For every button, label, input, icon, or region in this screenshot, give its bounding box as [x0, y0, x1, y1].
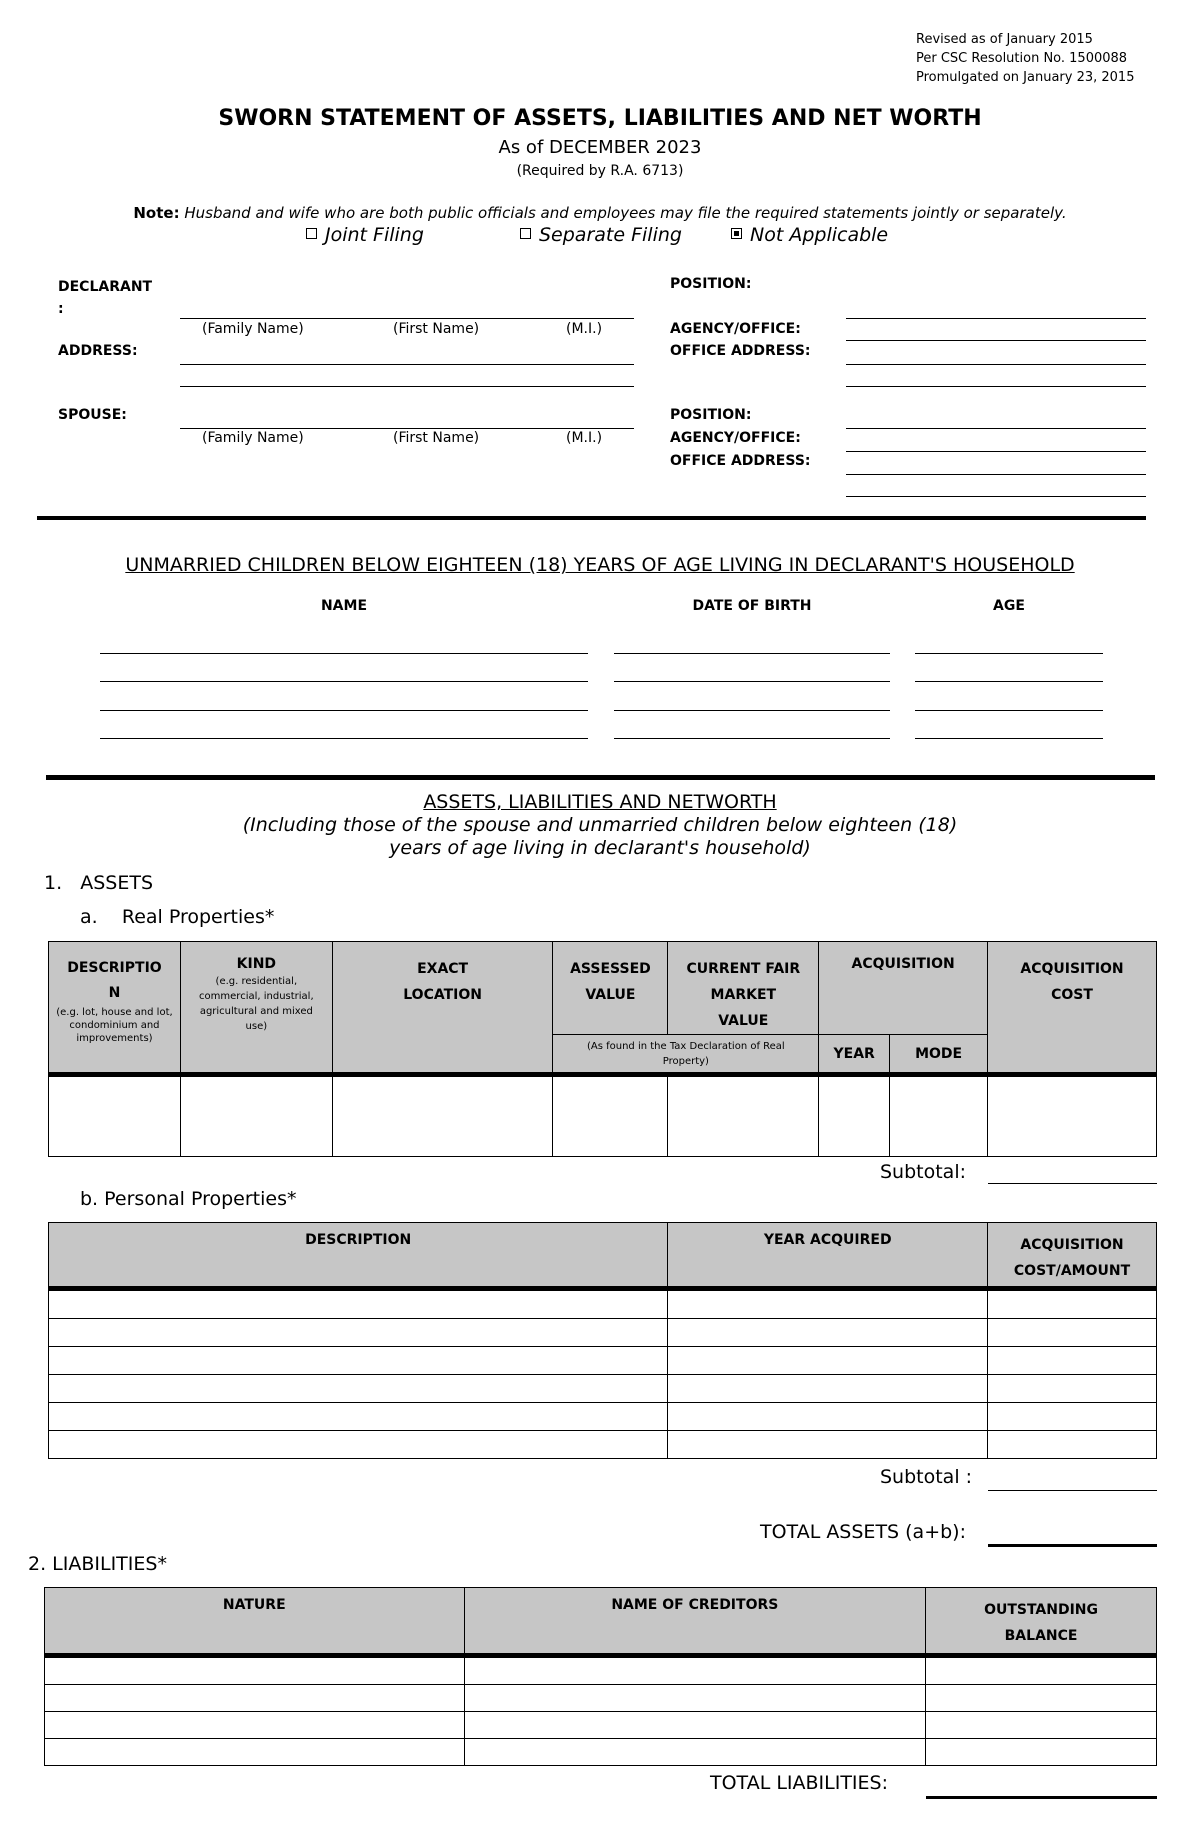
- office-address-label: OFFICE ADDRESS:: [670, 343, 811, 359]
- table-cell[interactable]: [668, 1347, 988, 1375]
- table-cell[interactable]: [988, 1319, 1157, 1347]
- required-by: (Required by R.A. 6713): [516, 163, 684, 179]
- table-row: [49, 1431, 1157, 1459]
- section-divider: [46, 775, 1155, 780]
- table-cell[interactable]: [926, 1712, 1157, 1739]
- table-cell[interactable]: [890, 1077, 988, 1157]
- col-exact-location: EXACT LOCATION: [332, 942, 553, 1073]
- table-cell[interactable]: [819, 1077, 890, 1157]
- children-heading: UNMARRIED CHILDREN BELOW EIGHTEEN (18) YEARS OF AGE LIVING IN DECLARANT'S HOUSEHOLD: [125, 554, 1075, 576]
- col-kind: KIND (e.g. residential, commercial, industrial, agricultural and mixed use): [180, 942, 332, 1073]
- table-cell[interactable]: [553, 1077, 668, 1157]
- child-name-line[interactable]: [100, 738, 588, 739]
- table-row: [45, 1685, 1157, 1712]
- children-col-dob: DATE OF BIRTH: [692, 598, 812, 614]
- children-col-name: NAME: [320, 598, 368, 614]
- spouse-position-label: POSITION:: [670, 407, 752, 423]
- table-cell[interactable]: [926, 1658, 1157, 1685]
- revised-date: Revised as of January 2015: [916, 32, 1093, 47]
- note-label: Note:: [133, 204, 180, 222]
- table-cell[interactable]: [926, 1739, 1157, 1766]
- agency-label: AGENCY/OFFICE:: [670, 321, 801, 337]
- col-year: YEAR: [819, 1035, 890, 1073]
- table-row: [45, 1712, 1157, 1739]
- personal-properties-heading: b. Personal Properties*: [80, 1188, 297, 1210]
- child-age-line[interactable]: [915, 738, 1103, 739]
- office-address-line-2[interactable]: [846, 386, 1146, 387]
- table-cell[interactable]: [668, 1319, 988, 1347]
- child-name-line[interactable]: [100, 681, 588, 682]
- filing-option-joint[interactable]: Joint Filing: [306, 224, 424, 246]
- spouse-family-name-caption: (Family Name): [202, 430, 304, 446]
- personal-subtotal-label: Subtotal :: [880, 1466, 973, 1488]
- col-year-acquired: YEAR ACQUIRED: [668, 1223, 988, 1287]
- liabilities-table: [44, 1587, 1157, 1766]
- col-outstanding-balance: OUTSTANDING BALANCE: [926, 1588, 1157, 1654]
- child-age-line[interactable]: [915, 681, 1103, 682]
- child-dob-line[interactable]: [614, 681, 890, 682]
- filing-option-not-applicable[interactable]: Not Applicable: [731, 224, 888, 246]
- spouse-agency-label: AGENCY/OFFICE:: [670, 430, 801, 446]
- children-col-age: AGE: [993, 598, 1025, 614]
- csc-resolution: Per CSC Resolution No. 1500088: [916, 51, 1128, 66]
- col-personal-acq-cost: ACQUISITION COST/AMOUNT: [988, 1223, 1157, 1287]
- table-cell[interactable]: [668, 1291, 988, 1319]
- child-age-line[interactable]: [915, 710, 1103, 711]
- assets-heading: 1. ASSETS: [44, 872, 154, 894]
- position-label: POSITION:: [670, 276, 752, 292]
- col-name-of-creditors: NAME OF CREDITORS: [464, 1588, 926, 1654]
- table-cell[interactable]: [49, 1291, 668, 1319]
- personal-subtotal-line[interactable]: [988, 1490, 1157, 1491]
- note: [0, 204, 1200, 222]
- spouse-office-address-label: OFFICE ADDRESS:: [670, 453, 811, 469]
- table-cell[interactable]: [332, 1077, 553, 1157]
- table-cell[interactable]: [45, 1685, 465, 1712]
- position-line[interactable]: [846, 318, 1146, 319]
- revision-info: [916, 30, 1134, 87]
- liabilities-heading: 2. LIABILITIES*: [28, 1553, 167, 1575]
- table-cell[interactable]: [668, 1431, 988, 1459]
- alnw-subheading-2: years of age living in declarant's household): [389, 837, 811, 859]
- table-cell[interactable]: [180, 1077, 332, 1157]
- child-dob-line[interactable]: [614, 653, 890, 654]
- table-row: [45, 1658, 1157, 1685]
- table-cell[interactable]: [45, 1739, 465, 1766]
- table-cell[interactable]: [926, 1685, 1157, 1712]
- table-cell[interactable]: [668, 1403, 988, 1431]
- declarant-name-line[interactable]: [180, 318, 634, 319]
- total-assets-line[interactable]: [988, 1544, 1157, 1547]
- table-row: [49, 1077, 1157, 1157]
- spouse-office-address-line-1[interactable]: [846, 474, 1146, 475]
- table-cell[interactable]: [49, 1403, 668, 1431]
- table-row: [49, 1291, 1157, 1319]
- office-address-line-1[interactable]: [846, 364, 1146, 365]
- table-row: [45, 1739, 1157, 1766]
- col-acquisition: ACQUISITION: [819, 942, 988, 1035]
- child-age-line[interactable]: [915, 653, 1103, 654]
- col-acquisition-cost: ACQUISITION COST: [988, 942, 1157, 1073]
- alnw-subheading-1: (Including those of the spouse and unmarried children below eighteen (18): [242, 814, 958, 836]
- note-text: Husband and wife who are both public officials and employees may file the required statements jointly or separately.: [184, 204, 1067, 222]
- child-dob-line[interactable]: [614, 710, 890, 711]
- table-cell[interactable]: [464, 1739, 926, 1766]
- table-row: [49, 1347, 1157, 1375]
- spouse-mi-caption: (M.I.): [566, 430, 603, 446]
- checked-checkbox-icon[interactable]: [731, 228, 742, 239]
- table-cell[interactable]: [49, 1077, 181, 1157]
- table-cell[interactable]: [464, 1658, 926, 1685]
- form-title: SWORN STATEMENT OF ASSETS, LIABILITIES AND NET WORTH: [218, 106, 982, 131]
- table-cell[interactable]: [668, 1375, 988, 1403]
- filing-option-separate[interactable]: Separate Filing: [520, 224, 682, 246]
- value-note: (As found in the Tax Declaration of Real Property): [553, 1035, 819, 1073]
- spouse-label: SPOUSE:: [58, 407, 127, 423]
- real-subtotal-label: Subtotal:: [880, 1161, 967, 1183]
- address-label: ADDRESS:: [58, 343, 138, 359]
- table-cell[interactable]: [988, 1077, 1157, 1157]
- declarant-mi-caption: (M.I.): [566, 321, 603, 337]
- checkbox-icon[interactable]: [306, 228, 317, 239]
- table-row: [49, 1319, 1157, 1347]
- table-cell[interactable]: [45, 1658, 465, 1685]
- col-personal-description: DESCRIPTION: [49, 1223, 668, 1287]
- as-of-date: As of DECEMBER 2023: [498, 137, 702, 158]
- table-row: [49, 1375, 1157, 1403]
- table-cell[interactable]: [45, 1712, 465, 1739]
- spouse-position-line[interactable]: [846, 428, 1146, 429]
- alnw-heading: ASSETS, LIABILITIES AND NETWORTH: [423, 791, 777, 813]
- total-liabilities-label: TOTAL LIABILITIES:: [710, 1772, 889, 1794]
- personal-properties-table: [48, 1222, 1157, 1459]
- real-properties-table: [48, 941, 1157, 1157]
- real-subtotal-line[interactable]: [988, 1183, 1157, 1184]
- spouse-name-line[interactable]: [180, 428, 634, 429]
- table-cell[interactable]: [988, 1431, 1157, 1459]
- child-name-line[interactable]: [100, 710, 588, 711]
- promulgated-date: Promulgated on January 23, 2015: [916, 70, 1135, 85]
- declarant-family-name-caption: (Family Name): [202, 321, 304, 337]
- declarant-first-name-caption: (First Name): [393, 321, 480, 337]
- col-description: DESCRIPTIO N (e.g. lot, house and lot, condominium and improvements): [49, 942, 181, 1073]
- address-line-2[interactable]: [180, 386, 634, 387]
- col-assessed-value: ASSESSED VALUE: [553, 942, 668, 1035]
- table-cell[interactable]: [988, 1291, 1157, 1319]
- table-cell[interactable]: [49, 1375, 668, 1403]
- col-nature: NATURE: [45, 1588, 465, 1654]
- table-cell[interactable]: [49, 1319, 668, 1347]
- table-row: [49, 1403, 1157, 1431]
- agency-line[interactable]: [846, 340, 1146, 341]
- table-cell[interactable]: [49, 1431, 668, 1459]
- total-assets-label: TOTAL ASSETS (a+b):: [760, 1521, 966, 1543]
- section-divider: [37, 516, 1146, 520]
- table-cell[interactable]: [668, 1077, 819, 1157]
- child-dob-line[interactable]: [614, 738, 890, 739]
- total-liabilities-line[interactable]: [926, 1796, 1157, 1799]
- real-properties-heading: a. Real Properties*: [80, 906, 275, 928]
- table-cell[interactable]: [988, 1403, 1157, 1431]
- col-fair-market-value: CURRENT FAIR MARKET VALUE: [668, 942, 819, 1035]
- spouse-office-address-line-2[interactable]: [846, 496, 1146, 497]
- table-cell[interactable]: [464, 1712, 926, 1739]
- table-cell[interactable]: [49, 1347, 668, 1375]
- declarant-label: DECLARANT :: [58, 279, 153, 317]
- address-line-1[interactable]: [180, 364, 634, 365]
- spouse-first-name-caption: (First Name): [393, 430, 480, 446]
- table-cell[interactable]: [988, 1347, 1157, 1375]
- col-mode: MODE: [890, 1035, 988, 1073]
- child-name-line[interactable]: [100, 653, 588, 654]
- checkbox-icon[interactable]: [520, 228, 531, 239]
- table-cell[interactable]: [464, 1685, 926, 1712]
- spouse-agency-line[interactable]: [846, 451, 1146, 452]
- table-cell[interactable]: [988, 1375, 1157, 1403]
